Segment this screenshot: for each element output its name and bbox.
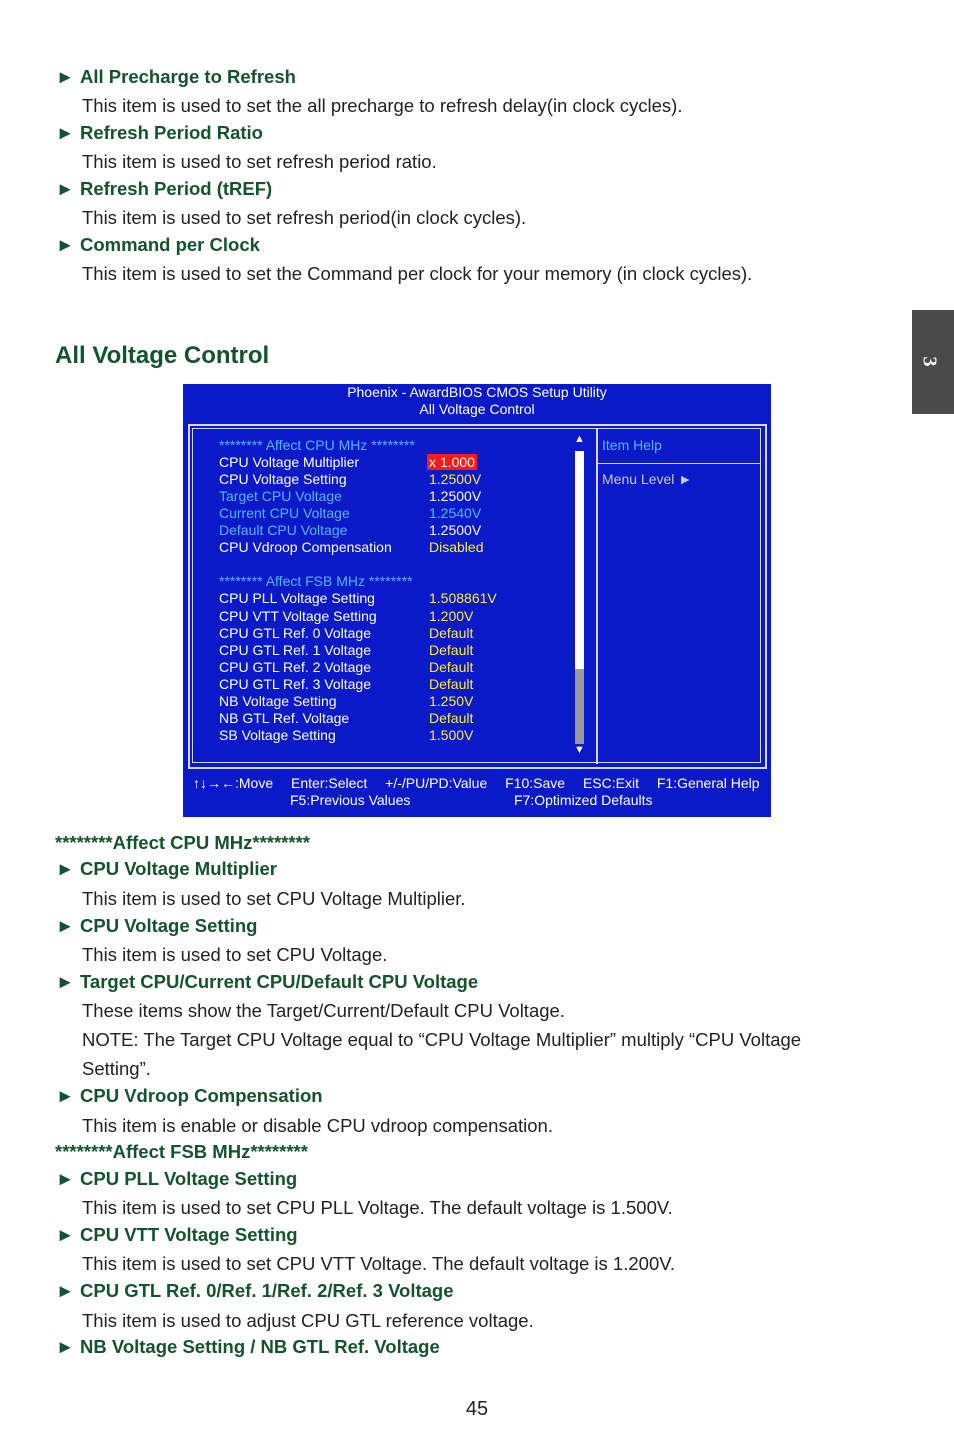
footer-key: ↑↓→←:Move [193, 775, 274, 791]
bios-row-value[interactable]: 1.500V [429, 727, 474, 743]
bios-row-label[interactable]: CPU Voltage Multiplier [219, 454, 360, 470]
bios-row-label[interactable]: CPU VTT Voltage Setting [219, 608, 377, 624]
bios-row-value: 1.2540V [429, 505, 482, 521]
arrow-right-icon: ► [56, 178, 75, 199]
bios-title: Phoenix - AwardBIOS CMOS Setup Utility [347, 384, 607, 400]
bios-row-label: Current CPU Voltage [219, 505, 350, 521]
scrollbar-thumb[interactable] [575, 669, 584, 744]
item-help-title: Item Help [602, 437, 662, 453]
bios-row-label[interactable]: CPU PLL Voltage Setting [219, 590, 375, 606]
item-heading: ► NB Voltage Setting / NB GTL Ref. Voltage [56, 1336, 440, 1357]
item-description: This item is used to set the Command per clock for your memory (in clock cycles). [82, 263, 753, 284]
arrow-right-icon: ► [56, 1085, 75, 1106]
item-description: This item is used to set CPU PLL Voltage. The default voltage is 1.500V. [82, 1197, 673, 1218]
bios-row-label[interactable]: CPU GTL Ref. 3 Voltage [219, 676, 371, 692]
bios-group-fsb: ******** Affect FSB MHz ******** [219, 573, 413, 589]
item-description: This item is used to adjust CPU GTL reference voltage. [82, 1310, 534, 1331]
bios-row-label[interactable]: SB Voltage Setting [219, 727, 336, 743]
selected-value[interactable]: x 1.000 [429, 454, 475, 470]
section-title: All Voltage Control [55, 342, 270, 369]
bios-row-label[interactable]: CPU Vdroop Compensation [219, 539, 392, 555]
arrow-right-icon: ► [56, 1168, 75, 1189]
item-description: This item is used to set refresh period(in clock cycles). [82, 207, 527, 228]
bios-row-value[interactable]: 1.250V [429, 693, 474, 709]
bios-row-value[interactable]: Default [429, 642, 474, 658]
bios-row-value[interactable]: 1.200V [429, 608, 474, 624]
footer-key: +/-/PU/PD:Value [385, 775, 488, 791]
arrow-right-icon: ► [56, 234, 75, 255]
bios-group-cpu: ******** Affect CPU MHz ******** [219, 437, 415, 453]
arrow-right-icon: ► [56, 66, 75, 87]
chapter-tab: 3 [912, 310, 954, 414]
item-heading: ► CPU Vdroop Compensation [56, 1085, 323, 1106]
arrow-right-icon: ► [56, 1336, 75, 1357]
item-note: NOTE: The Target CPU Voltage equal to “CPU Voltage Multiplier” multiply “CPU Voltage [82, 1029, 802, 1050]
item-heading: ► All Precharge to Refresh [56, 66, 296, 87]
item-description: This item is enable or disable CPU vdroop compensation. [82, 1115, 553, 1136]
arrow-right-icon: ► [56, 1224, 75, 1245]
item-description: This item is used to set CPU VTT Voltage. The default voltage is 1.200V. [82, 1253, 676, 1274]
arrow-right-icon: ► [56, 971, 75, 992]
bios-row-label[interactable]: CPU Voltage Setting [219, 471, 347, 487]
arrow-right-icon: ► [56, 858, 75, 879]
menu-level: Menu Level ► [602, 471, 693, 487]
bios-row-label[interactable]: CPU GTL Ref. 2 Voltage [219, 659, 371, 675]
item-heading: ► Refresh Period (tREF) [56, 178, 273, 199]
group-heading-cpu: ********Affect CPU MHz******** [55, 832, 310, 853]
item-description: This item is used to set refresh period ratio. [82, 151, 437, 172]
scroll-up-icon[interactable]: ▲ [574, 433, 585, 445]
item-note: Setting”. [82, 1058, 151, 1079]
bios-row-value[interactable]: Default [429, 625, 474, 641]
footer-f5: F5:Previous Values [290, 792, 411, 808]
item-description: This item is used to set CPU Voltage. [82, 944, 388, 965]
page-number: 45 [465, 1398, 489, 1420]
bios-row-value-selected[interactable] [429, 454, 477, 470]
bios-row-value[interactable]: 1.508861V [429, 590, 497, 606]
bios-footer-keys [193, 775, 774, 791]
item-heading: ► CPU VTT Voltage Setting [56, 1224, 298, 1245]
bios-inner-frame [192, 428, 761, 763]
item-heading: ► CPU Voltage Multiplier [56, 858, 278, 879]
panel-divider [596, 429, 598, 764]
item-heading: ► Refresh Period Ratio [56, 122, 263, 143]
item-heading: ► CPU Voltage Setting [56, 915, 258, 936]
scroll-down-icon[interactable]: ▼ [574, 744, 585, 756]
footer-f7: F7:Optimized Defaults [514, 792, 653, 808]
bios-row-label[interactable]: NB GTL Ref. Voltage [219, 710, 350, 726]
bios-row-value: 1.2500V [429, 488, 482, 504]
help-divider [598, 463, 760, 464]
item-description: This item is used to set CPU Voltage Multiplier. [82, 888, 466, 909]
item-description: These items show the Target/Current/Default CPU Voltage. [82, 1000, 565, 1021]
bios-row-label[interactable]: CPU GTL Ref. 1 Voltage [219, 642, 371, 658]
bios-row-value[interactable]: Default [429, 659, 474, 675]
arrow-right-icon: ► [56, 1280, 75, 1301]
group-heading-fsb: ********Affect FSB MHz******** [55, 1141, 308, 1162]
item-heading: ► Target CPU/Current CPU/Default CPU Voltage [56, 971, 479, 992]
bios-row-label: Target CPU Voltage [219, 488, 342, 504]
footer-key: ESC:Exit [582, 775, 639, 791]
item-heading: ► CPU GTL Ref. 0/Ref. 1/Ref. 2/Ref. 3 Voltage [56, 1280, 454, 1301]
arrow-right-icon: ► [56, 915, 75, 936]
bios-subtitle: All Voltage Control [419, 401, 535, 417]
footer-key: Enter:Select [291, 775, 368, 791]
bios-frame [188, 424, 767, 769]
item-description: This item is used to set the all precharge to refresh delay(in clock cycles). [82, 95, 683, 116]
bios-row-label[interactable]: CPU GTL Ref. 0 Voltage [219, 625, 371, 641]
footer-key: F10:Save [505, 775, 566, 791]
item-heading: ► CPU PLL Voltage Setting [56, 1168, 298, 1189]
bios-row-value[interactable]: Default [429, 676, 474, 692]
item-heading: ► Command per Clock [56, 234, 260, 255]
bios-row-label[interactable]: NB Voltage Setting [219, 693, 337, 709]
bios-row-value[interactable]: Disabled [429, 539, 484, 555]
arrow-right-icon: ► [56, 122, 75, 143]
footer-key: F1:General Help [656, 775, 760, 791]
bios-row-label: Default CPU Voltage [219, 522, 348, 538]
bios-row-value: 1.2500V [429, 522, 482, 538]
bios-screen [183, 384, 771, 817]
bios-row-value[interactable]: 1.2500V [429, 471, 482, 487]
bios-row-value[interactable]: Default [429, 710, 474, 726]
